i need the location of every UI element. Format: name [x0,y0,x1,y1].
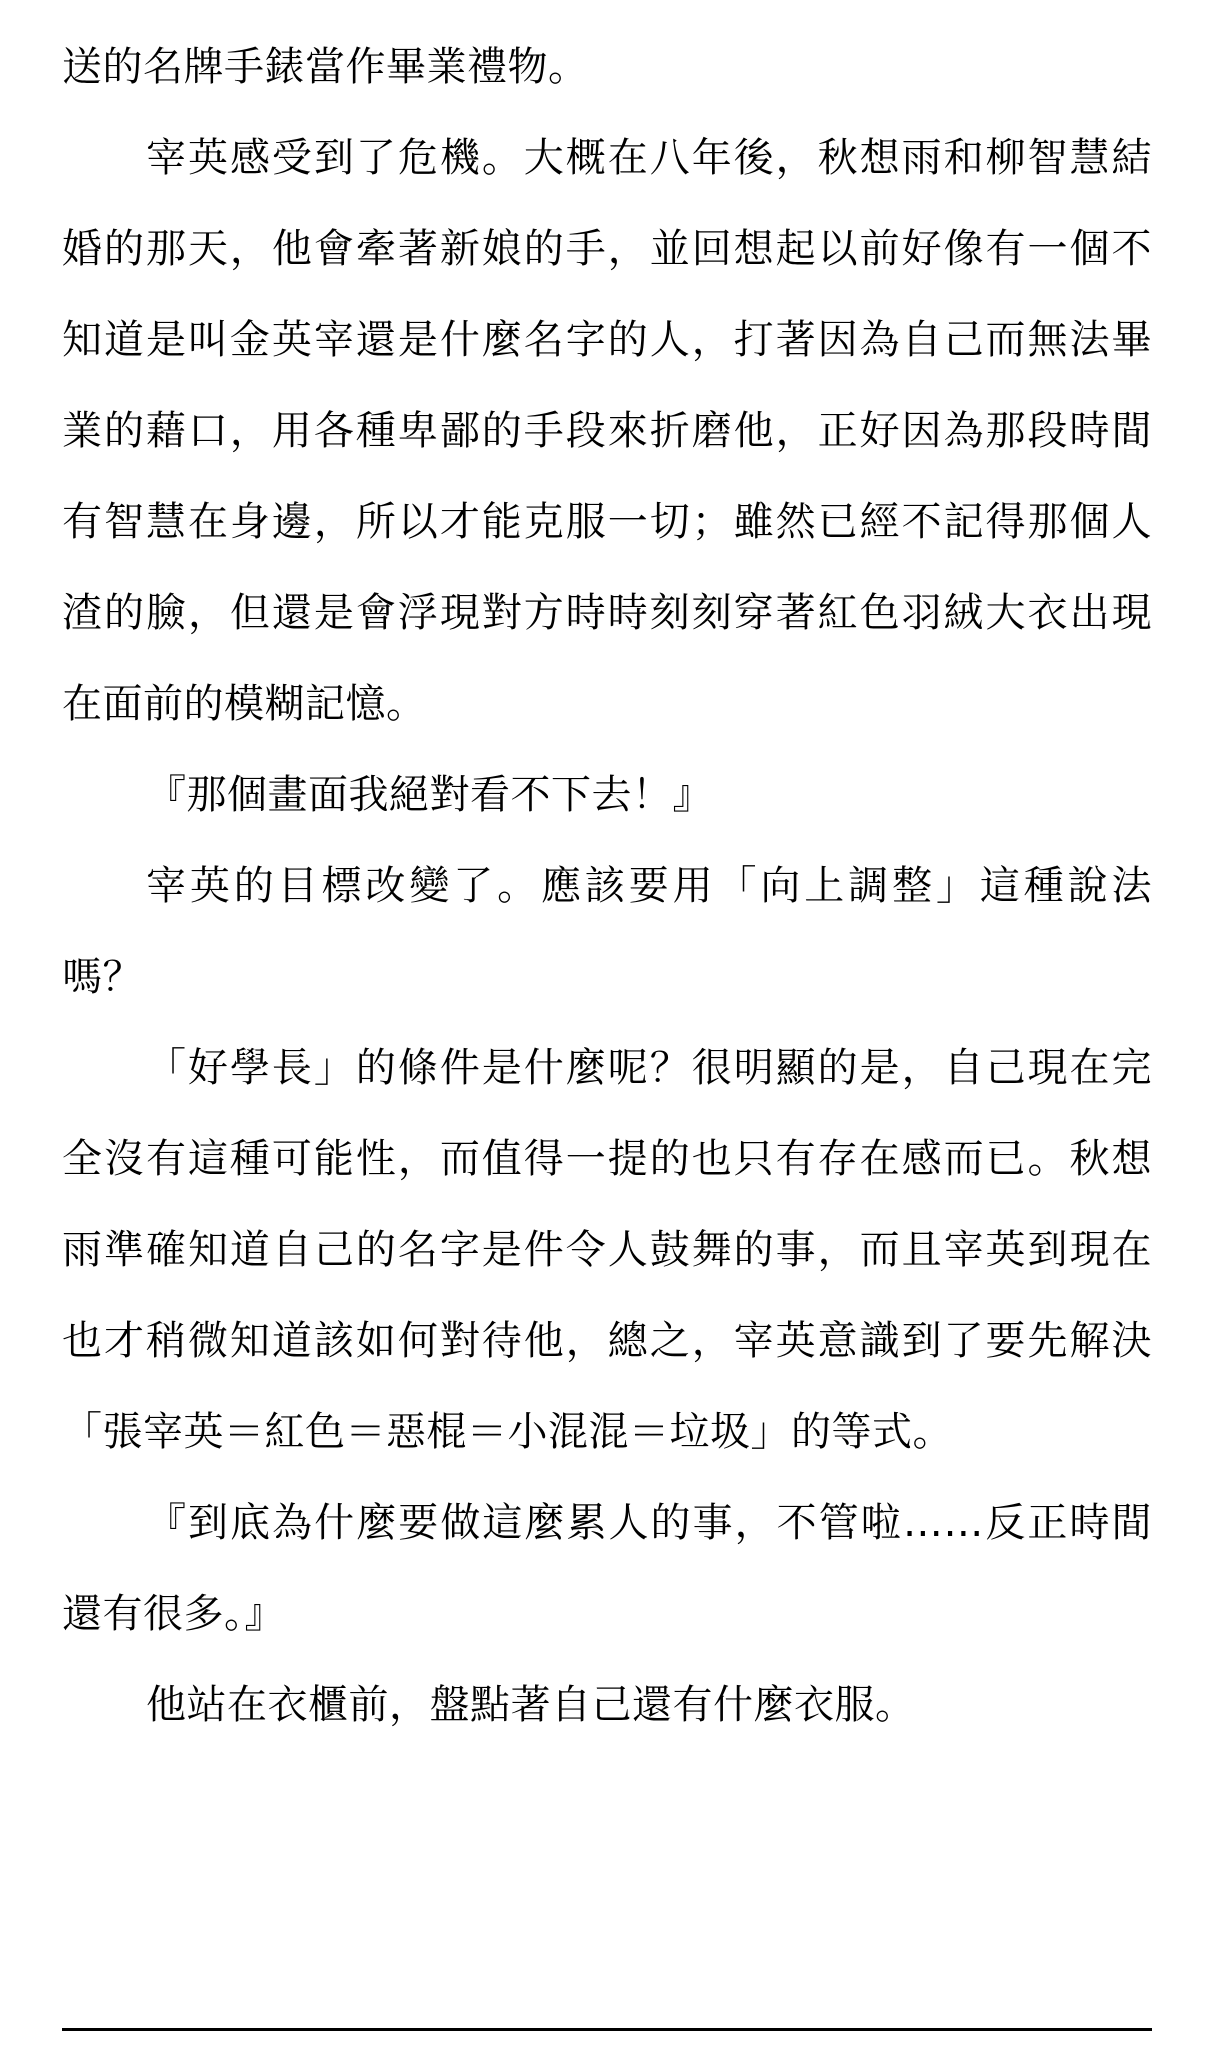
paragraph: 宰英的目標改變了。應該要用「向上調整」這種說法嗎？ [62,863,1152,1000]
paragraph: 『到底為什麼要做這麼累人的事，不管啦……反正時間還有很多。』 [62,1500,1152,1637]
paragraph: 送的名牌手錶當作畢業禮物。 [62,44,589,90]
paragraph: 宰英感受到了危機。大概在八年後，秋想雨和柳智慧結婚的那天，他會牽著新娘的手，並回想起以前好像有一個不知道是叫金英宰還是什麼名字的人，打著因為自己而無法畢業的藉口，用各種卑鄙的手段來折磨他，正好因為那段時間有智慧在身邊，所以才能克服一切；雖然已經不記得那個人渣的臉，但還是會浮現對方時時刻刻穿著紅色羽絨大衣出現在面前的模糊記憶。 [62,135,1152,727]
footer-divider [62,2028,1152,2031]
paragraph: 「好學長」的條件是什麼呢？很明顯的是，自己現在完全沒有這種可能性，而值得一提的也只有存在感而已。秋想雨準確知道自己的名字是件令人鼓舞的事，而且宰英到現在也才稍微知道該如何對待他，總之，宰英意識到了要先解決「張宰英＝紅色＝惡棍＝小混混＝垃圾」的等式。 [62,1045,1152,1455]
paragraph: 他站在衣櫃前，盤點著自己還有什麼衣服。 [146,1682,916,1728]
body-text [62,22,1152,1751]
paragraph: 『那個畫面我絕對看不下去！』 [146,772,713,818]
